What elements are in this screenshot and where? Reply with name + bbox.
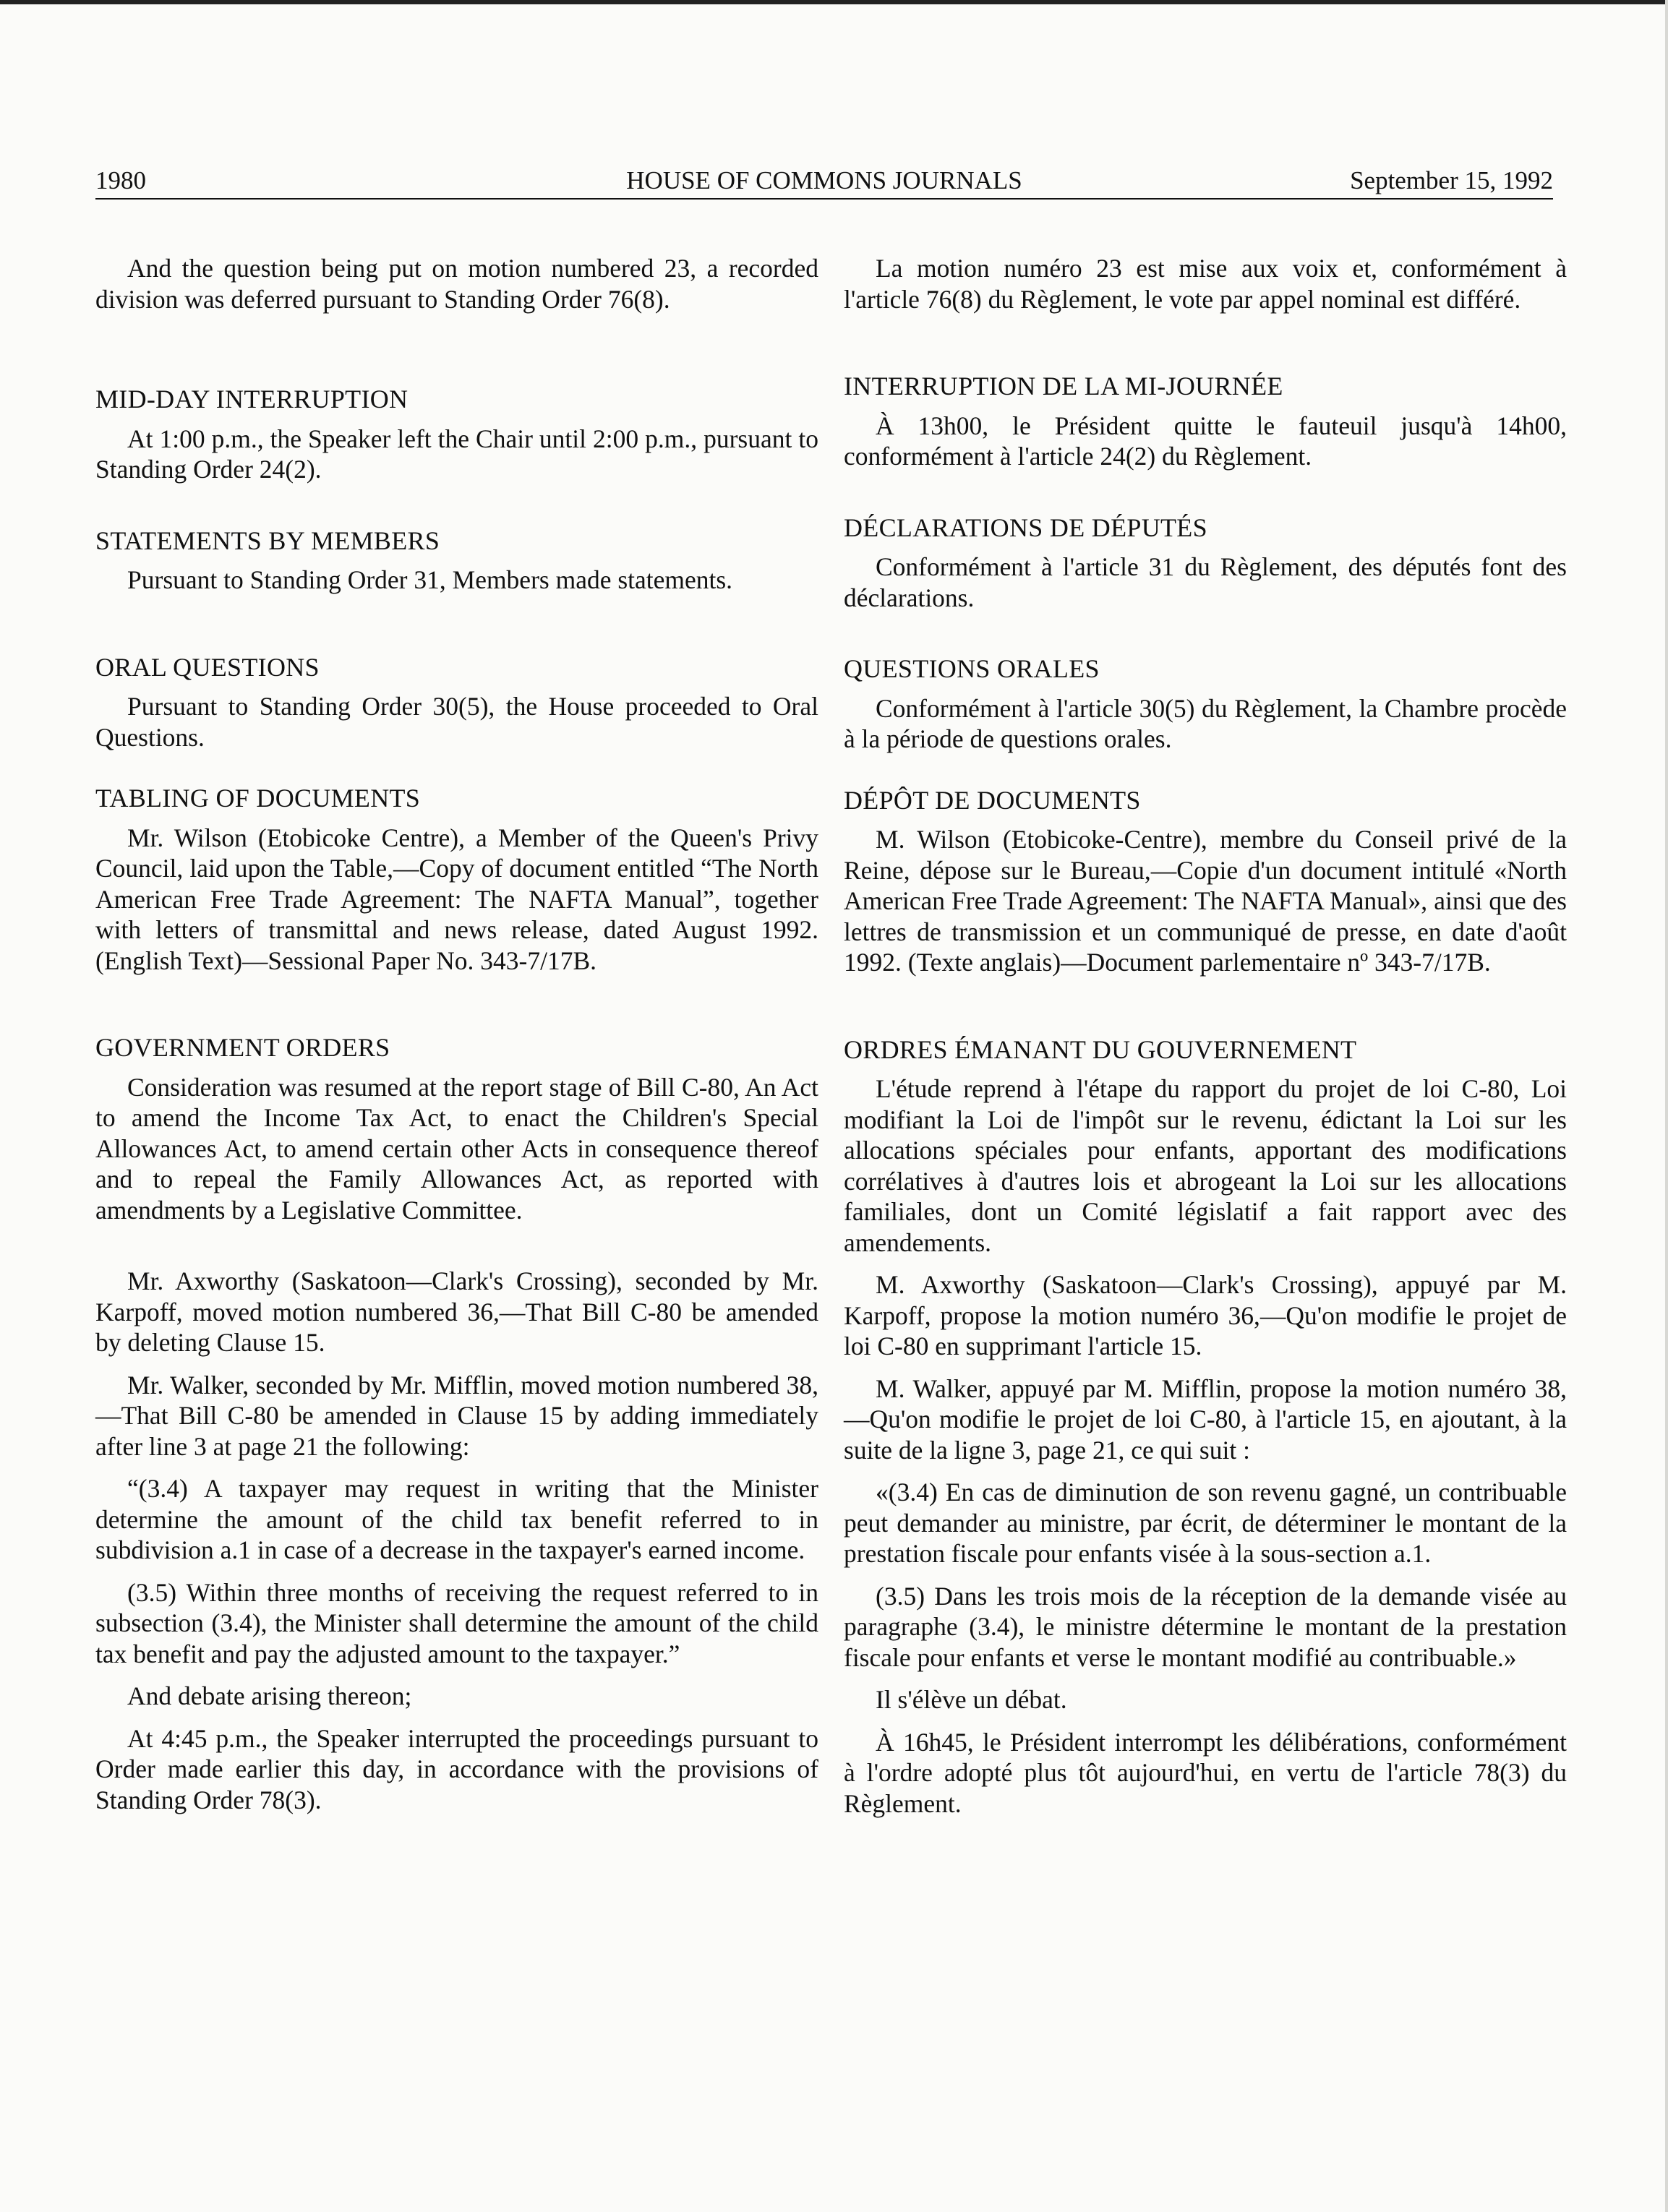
heading-tabling-of-documents: TABLING OF DOCUMENTS [95, 784, 421, 813]
page-header [95, 160, 1553, 200]
page-number: 1980 [95, 166, 146, 194]
scan-right-edge [1665, 0, 1668, 2212]
paragraph-axworthy-motion-fr: M. Axworthy (Saskatoon—Clark's Crossing), appuyé par M. Karpoff, propose la motion numéro 36,—Qu'on modifie le projet de loi C-80 en supprimant l'article 15. [844, 1270, 1567, 1360]
heading-oral-questions-fr: QUESTIONS ORALES [844, 654, 1100, 683]
english-column [95, 253, 818, 1827]
quote-subsection-3-5: (3.5) Within three months of receiving the request referred to in subsection (3.4), the Minister shall determine the amount of the child tax benefit and pay the adjusted amount to the taxpayer.” [95, 1577, 818, 1668]
paragraph-tabling-fr: M. Wilson (Etobicoke-Centre), membre du Conseil privé de la Reine, dépose sur le Bureau,—Copie d'un document intitulé «North American Free Trade Agreement: The NAFTA Manual», ainsi que des lettres de transmission et un communiqué de presse, en date d'août 1992. (Texte anglais)—Document parlementaire nº 343-7/17B. [844, 825, 1567, 977]
quote-subsection-3-4: “(3.4) A taxpayer may request in writing that the Minister determine the amount of the child tax benefit referred to in subdivision a.1 in case of a decrease in the taxpayer's earned income. [95, 1474, 818, 1564]
paragraph-axworthy-motion: Mr. Axworthy (Saskatoon—Clark's Crossing), seconded by Mr. Karpoff, moved motion numbered 36,—That Bill C-80 be amended by deleting Clause 15. [95, 1266, 818, 1357]
paragraph-motion-23-fr: La motion numéro 23 est mise aux voix et, conformément à l'article 76(8) du Règlement, le vote par appel nominal est différé. [844, 254, 1567, 314]
heading-government-orders: GOVERNMENT ORDERS [95, 1033, 390, 1062]
paragraph-midday-fr: À 13h00, le Président quitte le fauteuil jusqu'à 14h00, conformément à l'article 24(2) du Règlement. [844, 411, 1567, 471]
paragraph-speaker-interrupted: At 4:45 p.m., the Speaker interrupted the proceedings pursuant to Order made earlier this day, in accordance with the provisions of Standing Order 78(3). [95, 1723, 818, 1814]
paragraph-walker-motion-fr: M. Walker, appuyé par M. Mifflin, propose la motion numéro 38,—Qu'on modifie le projet de loi C-80, à l'article 15, en ajoutant, à la suite de la ligne 3, page 21, ce qui suit : [844, 1373, 1567, 1465]
paragraph-speaker-interrupted-fr: À 16h45, le Président interrompt les délibérations, conformément à l'ordre adopté plus tôt aujourd'hui, en vertu de l'article 78(3) du Règlement. [844, 1727, 1567, 1818]
heading-oral-questions: ORAL QUESTIONS [95, 652, 320, 682]
paragraph-tabling: Mr. Wilson (Etobicoke Centre), a Member of the Queen's Privy Council, laid upon the Table,—Copy of document entitled “The North American Free Trade Agreement: The NAFTA Manual”, together with letters of transmittal and news release, dated August 1992. (English Text)—Sessional Paper No. 343-7/17B. [95, 823, 818, 975]
paragraph-statements-fr: Conformément à l'article 31 du Règlement, des députés font des déclarations. [844, 552, 1567, 612]
quote-subsection-3-5-fr: (3.5) Dans les trois mois de la réception de la demande visée au paragraphe (3.4), le ministre détermine le montant de la prestation fiscale pour enfants et verse le montant modifié au contribuable.» [844, 1581, 1567, 1672]
paragraph-midday: At 1:00 p.m., the Speaker left the Chair until 2:00 p.m., pursuant to Standing Order 24(2). [95, 424, 818, 484]
paragraph-statements: Pursuant to Standing Order 31, Members made statements. [127, 565, 733, 594]
heading-midday-interruption-fr: INTERRUPTION DE LA MI-JOURNÉE [844, 372, 1283, 400]
header-date: September 15, 1992 [1350, 166, 1553, 194]
paragraph-debate-fr: Il s'élève un débat. [876, 1685, 1067, 1714]
paragraph-walker-motion: Mr. Walker, seconded by Mr. Mifflin, moved motion numbered 38,—That Bill C-80 be amended in Clause 15 by adding immediately after line 3 at page 21 the following: [95, 1370, 818, 1461]
paragraph-consideration: Consideration was resumed at the report stage of Bill C-80, An Act to amend the Income Tax Act, to enact the Children's Special Allowances Act, to amend certain other Acts in consequence thereof and to repeal the Family Allowances Act, as reported with amendments by a Legislative Committee. [95, 1072, 818, 1225]
paragraph-oral-questions-fr: Conformément à l'article 30(5) du Règlement, la Chambre procède à la période de questions orales. [844, 693, 1567, 753]
heading-statements-by-members: STATEMENTS BY MEMBERS [95, 526, 440, 555]
paragraph-oral-questions: Pursuant to Standing Order 30(5), the House proceeded to Oral Questions. [95, 692, 818, 752]
heading-government-orders-fr: ORDRES ÉMANANT DU GOUVERNEMENT [844, 1034, 1357, 1064]
french-column [844, 253, 1567, 1830]
journal-title: HOUSE OF COMMONS JOURNALS [626, 166, 1022, 194]
paragraph-debate: And debate arising thereon; [127, 1681, 412, 1710]
heading-statements-by-members-fr: DÉCLARATIONS DE DÉPUTÉS [844, 513, 1207, 542]
paragraph-consideration-fr: L'étude reprend à l'étape du rapport du projet de loi C-80, Loi modifiant la Loi de l'impôt sur le revenu, édictant la Loi sur les allocations spéciales pour enfants, apportant des modifications corrélatives à d'autres lois et abrogeant la Loi sur les allocations familiales, dont un Comité législatif a fait rapport avec des amendements. [844, 1074, 1567, 1257]
paragraph-motion-23: And the question being put on motion numbered 23, a recorded division was deferred pursuant to Standing Order 76(8). [95, 254, 818, 314]
heading-tabling-of-documents-fr: DÉPÔT DE DOCUMENTS [844, 785, 1141, 815]
quote-subsection-3-4-fr: «(3.4) En cas de diminution de son revenu gagné, un contribuable peut demander au ministre, par écrit, de déterminer le montant de la prestation fiscale pour enfants visée à la sous-section a.1. [844, 1478, 1567, 1568]
heading-midday-interruption: MID-DAY INTERRUPTION [95, 385, 409, 413]
scan-top-edge [0, 0, 1668, 4]
